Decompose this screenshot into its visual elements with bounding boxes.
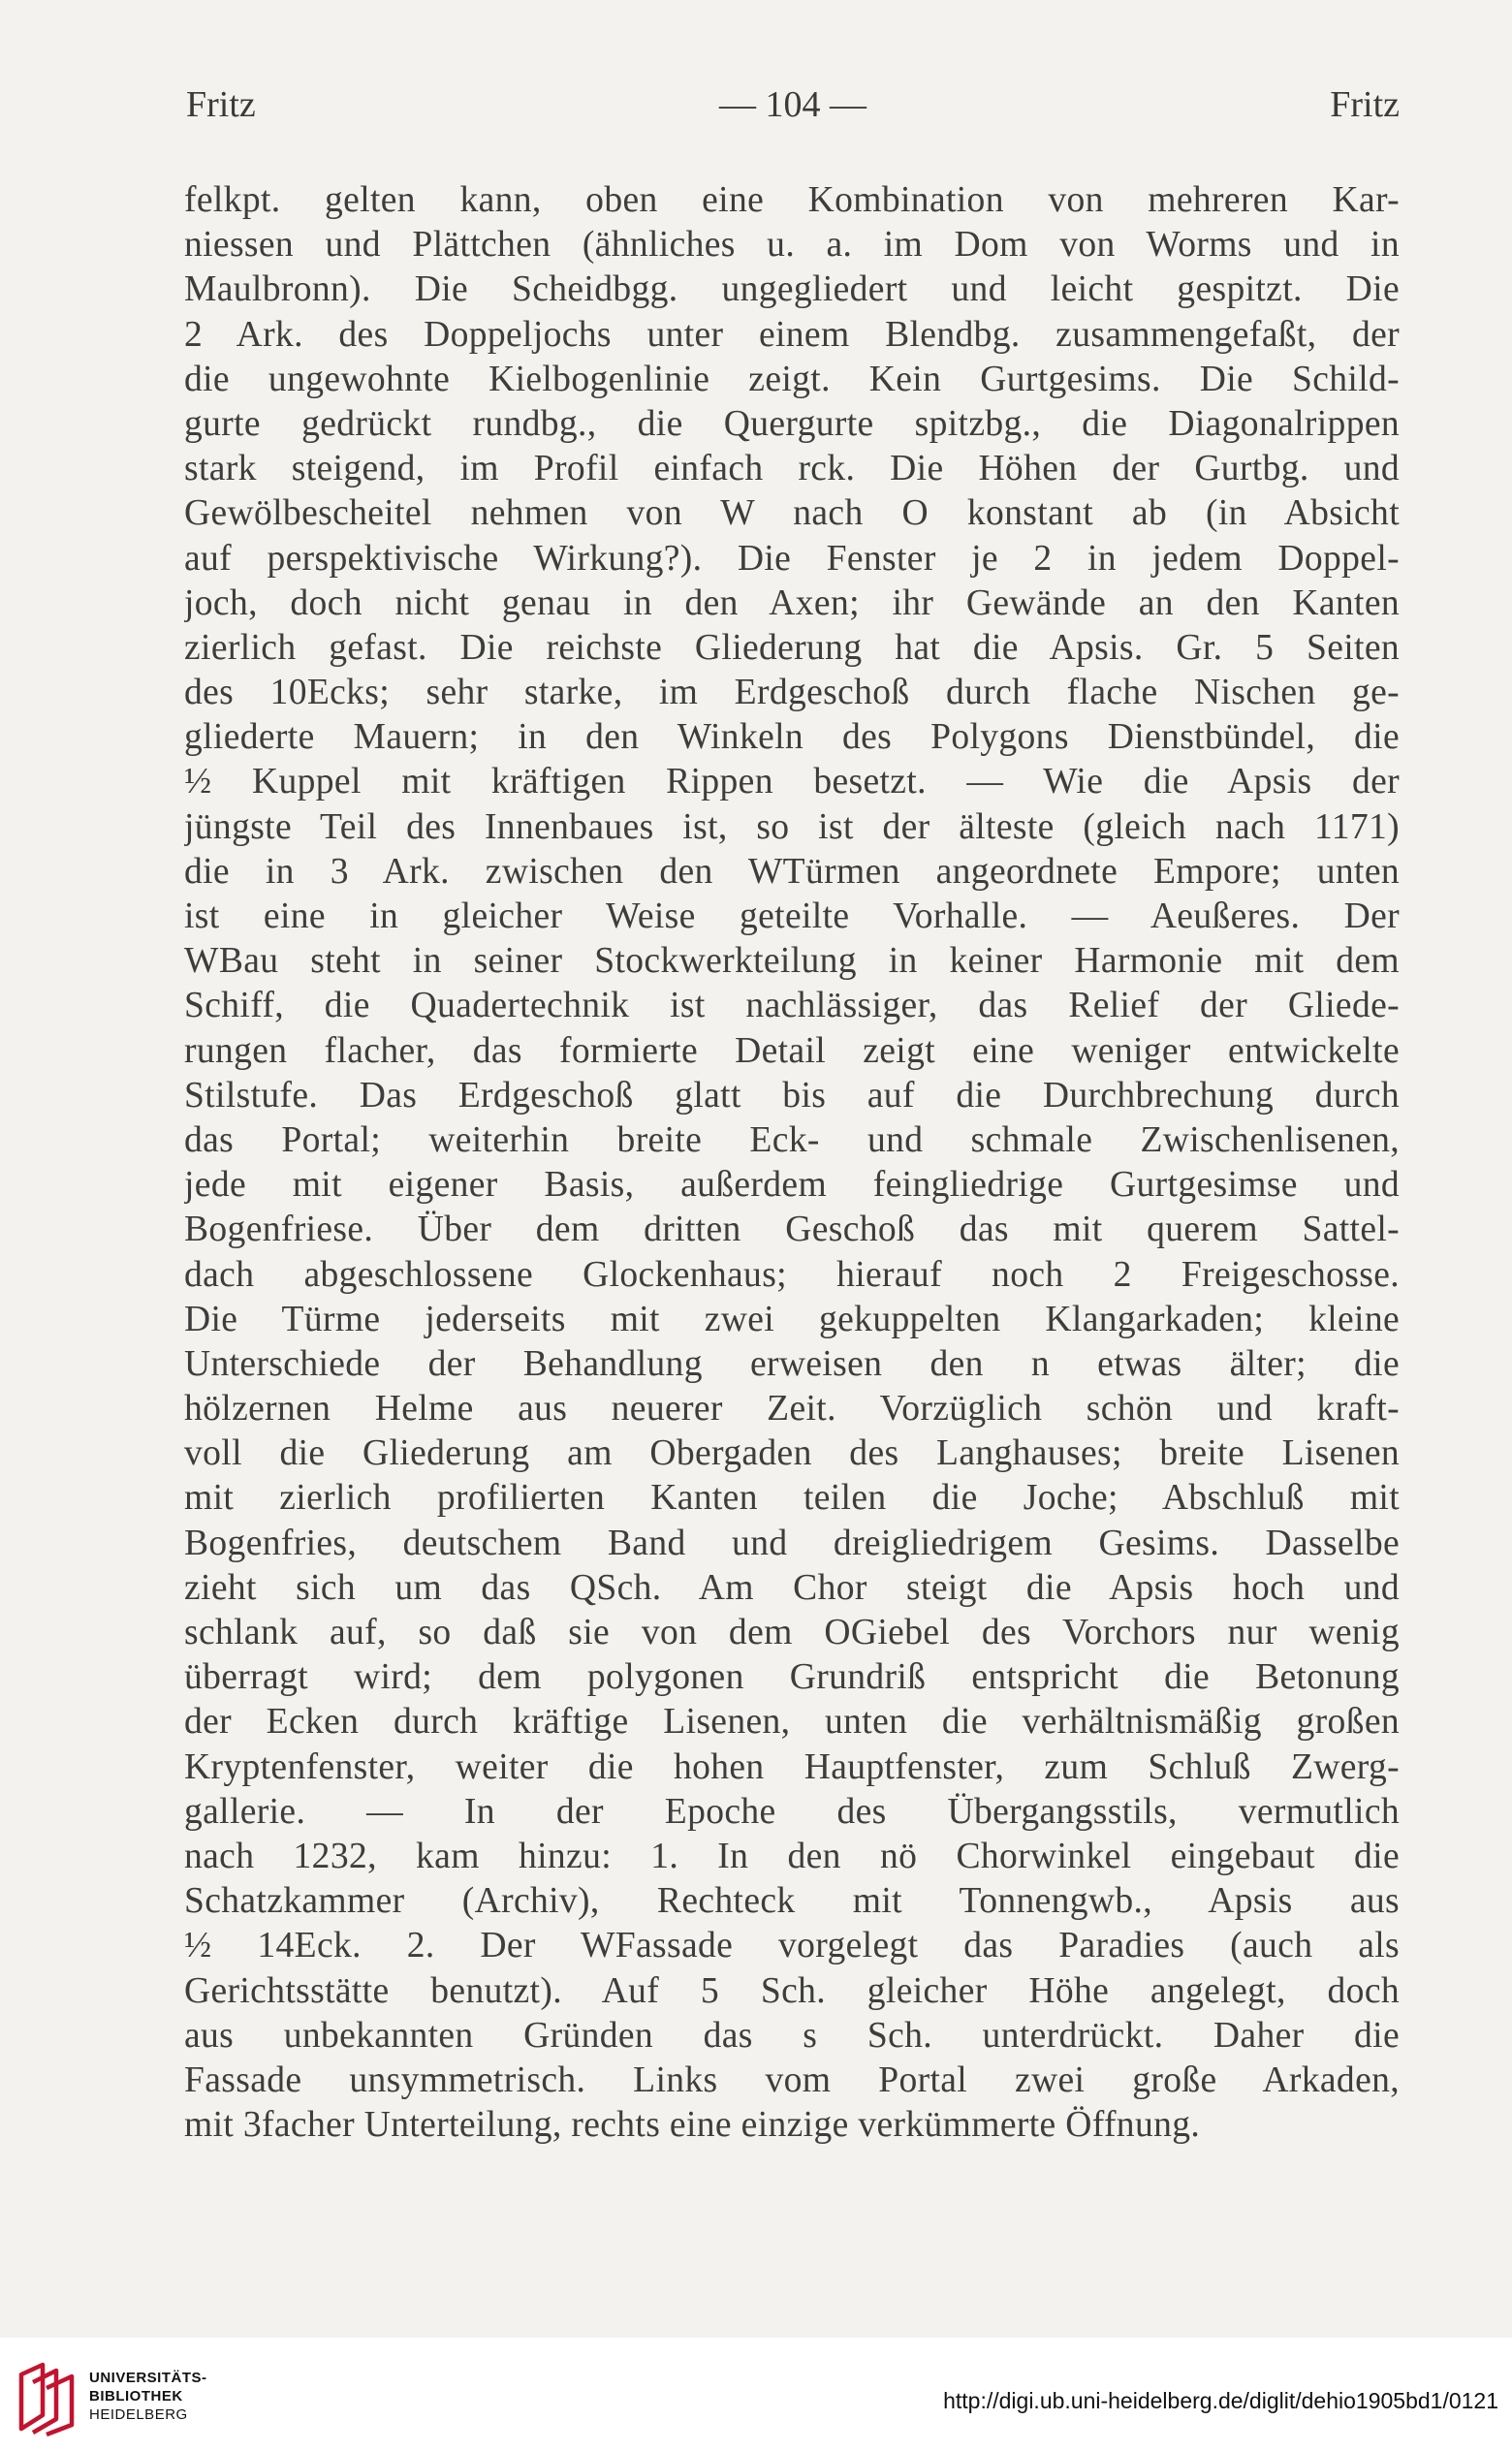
- text-line: Fassade unsymmetrisch. Links vom Portal zwei große Arkaden,: [184, 2059, 1400, 2100]
- text-line: zieht sich um das QSch. Am Chor steigt die Apsis hoch und: [184, 1567, 1400, 1608]
- library-emblem-icon: [14, 2359, 81, 2436]
- text-line: Gewölbescheitel nehmen von W nach O konstant ab (in Absicht: [184, 493, 1400, 534]
- text-line: niessen und Plättchen (ähnliches u. a. im Dom von Worms und in: [184, 225, 1400, 266]
- text-line: gallerie. — In der Epoche des Übergangsstils, vermutlich: [184, 1791, 1400, 1832]
- running-head: [186, 83, 1400, 141]
- text-line: jede mit eigener Basis, außerdem feingliedrige Gurtgesimse und: [184, 1165, 1400, 1206]
- text-line: Bogenfries, deutschem Band und dreigliedrigem Gesims. Dasselbe: [184, 1523, 1400, 1563]
- library-logo: [14, 2357, 227, 2438]
- text-line: ist eine in gleicher Weise geteilte Vorhalle. — Aeußeres. Der: [184, 896, 1400, 936]
- text-line: Schatzkammer (Archiv), Rechteck mit Tonnengwb., Apsis aus: [184, 1881, 1400, 1922]
- text-line: auf perspektivische Wirkung?). Die Fenster je 2 in jedem Doppel-: [184, 538, 1400, 579]
- text-line: Unterschiede der Behandlung erweisen den n etwas älter; die: [184, 1343, 1400, 1384]
- text-line: die in 3 Ark. zwischen den WTürmen angeordnete Empore; unten: [184, 851, 1400, 892]
- text-line: das Portal; weiterhin breite Eck- und schmale Zwischenlisenen,: [184, 1119, 1400, 1160]
- text-line: zierlich gefast. Die reichste Gliederung hat die Apsis. Gr. 5 Seiten: [184, 627, 1400, 668]
- running-head-right: Fritz: [1330, 84, 1400, 125]
- text-line: rungen flacher, das formierte Detail zeigt eine weniger entwickelte: [184, 1030, 1400, 1071]
- text-line: voll die Gliederung am Obergaden des Langhauses; breite Lisenen: [184, 1433, 1400, 1474]
- text-line: stark steigend, im Profil einfach rck. Die Höhen der Gurtbg. und: [184, 449, 1400, 489]
- text-line: der Ecken durch kräftige Lisenen, unten die verhältnismäßig großen: [184, 1702, 1400, 1743]
- text-line: Maulbronn). Die Scheidbgg. ungegliedert und leicht gespitzt. Die: [184, 269, 1400, 310]
- body-text: [184, 178, 1400, 2148]
- text-line: joch, doch nicht genau in den Axen; ihr Gewände an den Kanten: [184, 582, 1400, 623]
- text-line: gliederte Mauern; in den Winkeln des Polygons Dienstbündel, die: [184, 717, 1400, 758]
- library-name-line: UNIVERSITÄTS-: [89, 2370, 207, 2386]
- text-line: Schiff, die Quadertechnik ist nachlässiger, das Relief der Gliede-: [184, 986, 1400, 1026]
- text-line: des 10Ecks; sehr starke, im Erdgeschoß durch flache Nischen ge-: [184, 673, 1400, 713]
- library-name: [89, 2369, 207, 2424]
- library-name-line: HEIDELBERG: [89, 2406, 188, 2423]
- text-line: mit 3facher Unterteilung, rechts eine einzige verkümmerte Öffnung.: [184, 2105, 1201, 2146]
- text-line: ½ 14Eck. 2. Der WFassade vorgelegt das Paradies (auch als: [184, 1926, 1400, 1966]
- text-line: felkpt. gelten kann, oben eine Kombination von mehreren Kar-: [184, 180, 1400, 220]
- text-line: jüngste Teil des Innenbaues ist, so ist der älteste (gleich nach 1171): [184, 806, 1400, 847]
- library-name-line: BIBLIOTHEK: [89, 2388, 183, 2405]
- text-line: nach 1232, kam hinzu: 1. In den nö Chorwinkel eingebaut die: [184, 1836, 1400, 1876]
- text-line: mit zierlich profilierten Kanten teilen die Joche; Abschluß mit: [184, 1478, 1400, 1519]
- running-head-left: Fritz: [186, 84, 256, 125]
- text-line: Kryptenfenster, weiter die hohen Hauptfenster, zum Schluß Zwerg-: [184, 1746, 1400, 1787]
- text-line: überragt wird; dem polygonen Grundriß entspricht die Betonung: [184, 1657, 1400, 1698]
- text-line: die ungewohnte Kielbogenlinie zeigt. Kein Gurtgesims. Die Schild-: [184, 359, 1400, 399]
- text-line: Stilstufe. Das Erdgeschoß glatt bis auf die Durchbrechung durch: [184, 1075, 1400, 1116]
- text-line: schlank auf, so daß sie von dem OGiebel des Vorchors nur wenig: [184, 1613, 1400, 1652]
- text-line: Gerichtsstätte benutzt). Auf 5 Sch. gleicher Höhe angelegt, doch: [184, 1970, 1400, 2011]
- text-line: aus unbekannten Gründen das s Sch. unterdrückt. Daher die: [184, 2015, 1400, 2056]
- text-line: hölzernen Helme aus neuerer Zeit. Vorzüglich schön und kraft-: [184, 1389, 1400, 1430]
- text-line: 2 Ark. des Doppeljochs unter einem Blendbg. zusammengefaßt, der: [184, 314, 1400, 355]
- text-line: Bogenfriese. Über dem dritten Geschoß das mit querem Sattel-: [184, 1210, 1400, 1250]
- text-line: WBau steht in seiner Stockwerkteilung in keiner Harmonie mit dem: [184, 941, 1400, 982]
- text-line: gurte gedrückt rundbg., die Quergurte spitzbg., die Diagonalrippen: [184, 403, 1400, 444]
- footer-bar: [0, 2338, 1512, 2452]
- text-line: dach abgeschlossene Glockenhaus; hierauf noch 2 Freigeschosse.: [184, 1254, 1400, 1295]
- text-line: Die Türme jederseits mit zwei gekuppelten Klangarkaden; kleine: [184, 1299, 1400, 1339]
- source-url-link[interactable]: http://digi.ub.uni-heidelberg.de/diglit/dehio1905bd1/0121: [943, 2388, 1498, 2413]
- text-line: ½ Kuppel mit kräftigen Rippen besetzt. — Wie die Apsis der: [184, 762, 1400, 802]
- page-number: — 104 —: [719, 84, 866, 125]
